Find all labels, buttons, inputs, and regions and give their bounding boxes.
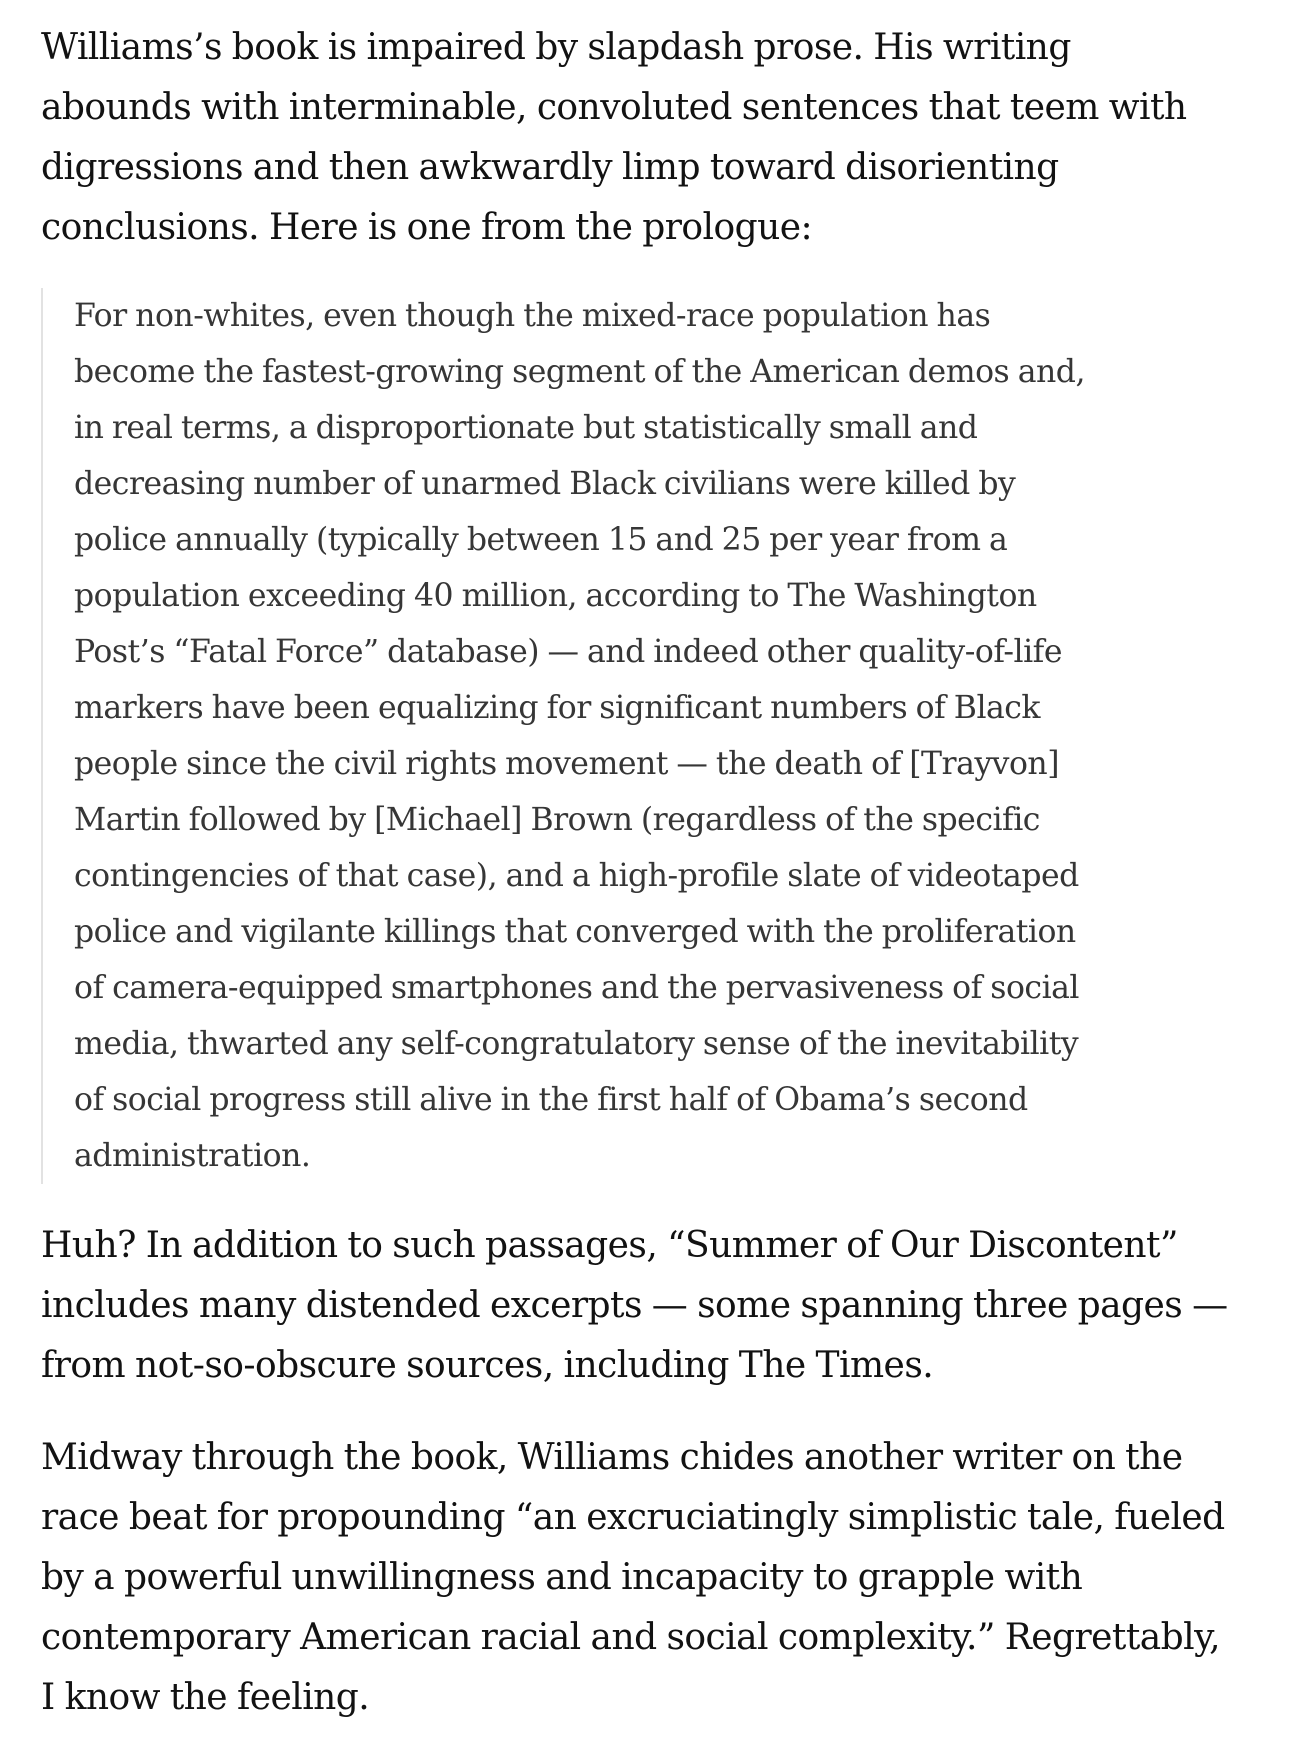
text-line: from not-so-obscure sources, including The Times. [41, 1345, 934, 1386]
quote-line: become the fastest-growing segment of the American demos and, [74, 354, 1085, 390]
text-line: includes many distended excerpts — some spanning three pages — [41, 1285, 1228, 1326]
text-line: Huh? In addition to such passages, “Summer of Our Discontent” [41, 1225, 1178, 1266]
text-line: digressions and then awkwardly limp toward disorienting [41, 147, 1059, 188]
text-line: Williams’s book is impaired by slapdash prose. His writing [41, 27, 1071, 68]
quote-line: Martin followed by [Michael] Brown (regardless of the specific [74, 802, 1040, 838]
quote-line: people since the civil rights movement — the death of [Trayvon] [74, 746, 1059, 782]
quote-line: For non-whites, even though the mixed-race population has [74, 298, 991, 334]
quote-line: of camera-equipped smartphones and the pervasiveness of social [74, 970, 1079, 1006]
quote-line: decreasing number of unarmed Black civilians were killed by [74, 466, 1016, 502]
text-line: I know the feeling. [41, 1677, 370, 1718]
quote-line: contingencies of that case), and a high-profile slate of videotaped [74, 858, 1079, 894]
text-line: abounds with interminable, convoluted sentences that teem with [41, 87, 1187, 128]
quote-line: administration. [74, 1138, 311, 1174]
text-line: by a powerful unwillingness and incapacity to grapple with [41, 1557, 1083, 1598]
text-line: conclusions. Here is one from the prologue: [41, 207, 813, 248]
paragraph-huh [41, 1216, 1271, 1396]
quote-line: police annually (typically between 15 and 25 per year from a [74, 522, 1008, 558]
quote-line: media, thwarted any self-congratulatory sense of the inevitability [74, 1026, 1079, 1062]
quote-line: markers have been equalizing for significant numbers of Black [74, 690, 1041, 726]
article-body [41, 18, 1271, 1728]
paragraph-intro [41, 18, 1241, 258]
quote-line: Post’s “Fatal Force” database) — and indeed other quality-of-life [74, 634, 1062, 670]
text-line: contemporary American racial and social complexity.” Regrettably, [41, 1617, 1221, 1658]
paragraph-midway [41, 1428, 1271, 1728]
text-line: race beat for propounding “an excruciatingly simplistic tale, fueled [41, 1497, 1225, 1538]
text-line: Midway through the book, Williams chides another writer on the [41, 1437, 1183, 1478]
quote-line: of social progress still alive in the first half of Obama’s second [74, 1082, 1028, 1118]
blockquote-prologue-excerpt [41, 288, 1174, 1184]
quote-line: population exceeding 40 million, according to The Washington [74, 578, 1037, 614]
quote-line: in real terms, a disproportionate but statistically small and [74, 410, 978, 446]
quote-line: police and vigilante killings that converged with the proliferation [74, 914, 1076, 950]
